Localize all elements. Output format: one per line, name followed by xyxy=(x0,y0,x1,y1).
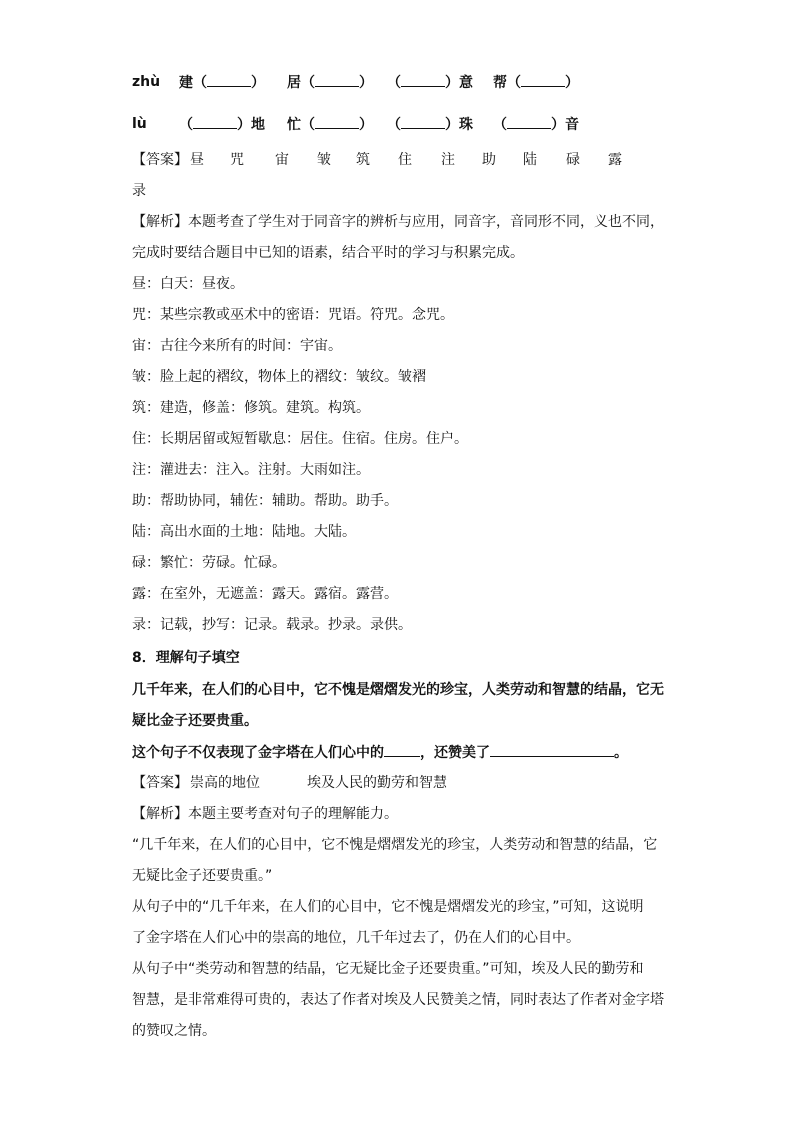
analysis-8-line: “几千年来，在人们的心目中，它不愧是熠熠发光的珍宝，人类劳动和智慧的结晶，它 xyxy=(132,837,658,853)
definition-line: 陆：高出水面的土地：陆地。大陆。 xyxy=(132,524,356,540)
definition-line: 露：在室外，无遮盖：露天。露宿。露营。 xyxy=(132,586,398,602)
definition-line: 昼：白天：昼夜。 xyxy=(132,276,244,292)
analysis-8-line: 【解析】本题主要考查对句子的理解能力。 xyxy=(132,806,398,822)
fill-item: （ ）珠 xyxy=(387,114,473,135)
answer-text: 埃及人民的勤劳和智慧 xyxy=(307,775,447,791)
answer-char: 碌 xyxy=(566,152,580,168)
pinyin-label: lù xyxy=(132,116,147,132)
definition-line: 筑：建造，修盖：修筑。建筑。构筑。 xyxy=(132,400,370,416)
analysis-8-line: 无疑比金子还要贵重。” xyxy=(132,868,273,884)
answer-char: 助 xyxy=(482,152,496,168)
answer-blank xyxy=(384,742,420,757)
answer-text: 崇高的地位 xyxy=(190,775,260,791)
answer-char: 宙 xyxy=(275,152,289,168)
answer-char: 皱 xyxy=(317,152,331,168)
analysis-8-line: 从句子中的“几千年来，在人们的心目中，它不愧是熠熠发光的珍宝，”可知，这说明 xyxy=(132,899,644,915)
definition-line: 碌：繁忙：劳碌。忙碌。 xyxy=(132,555,286,571)
answer-char: 注 xyxy=(441,152,455,168)
analysis-7-line: 【解析】本题考查了学生对于同音字的辨析与应用，同音字，音同形不同，义也不同， xyxy=(132,214,664,230)
definition-line: 咒：某些宗教或巫术中的密语：咒语。符咒。念咒。 xyxy=(132,307,454,323)
answer-char: 筑 xyxy=(356,152,370,168)
fill-item: （ ）意 xyxy=(387,72,473,93)
answer-char: 露 xyxy=(608,152,622,168)
answer-char-wrap: 录 xyxy=(132,183,146,199)
analysis-8-line: 从句子中“类劳动和智慧的结晶，它无疑比金子还要贵重。”可知，埃及人民的勤劳和 xyxy=(132,961,644,977)
question-8-prompt: 这个句子不仅表现了金字塔在人们心中的 ，还赞美了 。 xyxy=(132,742,628,763)
question-8-sentence: 几千年来，在人们的心目中，它不愧是熠熠发光的珍宝，人类劳动和智慧的结晶，它无 xyxy=(132,682,664,698)
answer-char: 住 xyxy=(398,152,412,168)
answer-char: 陆 xyxy=(523,152,537,168)
definition-line: 住：长期居留或短暂歇息：居住。住宿。住房。住户。 xyxy=(132,431,468,447)
analysis-8-line: 的赞叹之情。 xyxy=(132,1023,216,1039)
analysis-8-line: 了金字塔在人们心中的崇高的地位，几千年过去了，仍在人们的心目中。 xyxy=(132,930,580,946)
analysis-7-line: 完成时要结合题目中已知的语素，结合平时的学习与积累完成。 xyxy=(132,245,524,261)
fill-item: 居（ ） xyxy=(287,72,373,93)
definition-line: 皱：脸上起的褶纹，物体上的褶纹：皱纹。皱褶 xyxy=(132,369,426,385)
question-8-sentence: 疑比金子还要贵重。 xyxy=(132,713,258,729)
fill-item: （ ）音 xyxy=(493,114,579,135)
definition-line: 助：帮助协同，辅佐：辅助。帮助。助手。 xyxy=(132,493,398,509)
answer-label: 【答案】 xyxy=(132,775,188,791)
analysis-8-line: 智慧，是非常难得可贵的，表达了作者对埃及人民赞美之情，同时表达了作者对金字塔 xyxy=(132,992,664,1008)
answer-blank xyxy=(490,742,614,757)
fill-item: 忙（ ） xyxy=(287,114,373,135)
question-8-title: 8．理解句子填空 xyxy=(132,650,240,666)
definition-line: 录：记载，抄写：记录。载录。抄录。录供。 xyxy=(132,617,412,633)
answer-char: 昼 xyxy=(190,152,204,168)
definition-line: 注：灌进去：注入。注射。大雨如注。 xyxy=(132,462,370,478)
pinyin-label: zhù xyxy=(132,74,161,90)
fill-item: 建（ ） xyxy=(179,72,265,93)
answer-label: 【答案】 xyxy=(132,152,188,168)
fill-item: 帮（ ） xyxy=(493,72,579,93)
fill-item: （ ）地 xyxy=(179,114,265,135)
answer-char: 咒 xyxy=(230,152,244,168)
definition-line: 宙：古往今来所有的时间：宇宙。 xyxy=(132,338,342,354)
